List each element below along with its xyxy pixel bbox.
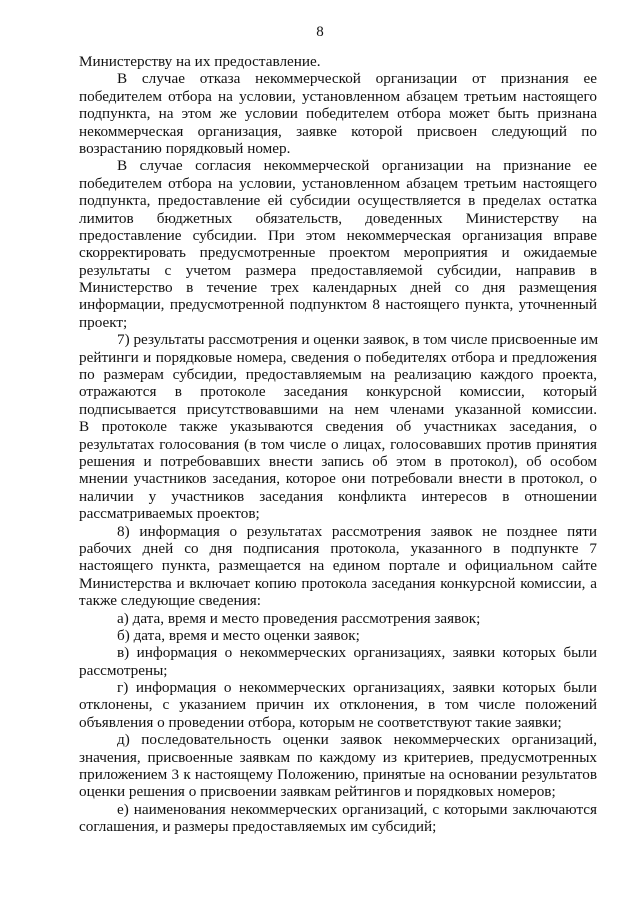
paragraph: [79, 53, 597, 70]
text-line: Министерству на их предоставление.: [79, 53, 321, 70]
text-line: настоящего пункта, размещается на едином портале и официальном сайте: [79, 557, 597, 575]
paragraph: [79, 157, 597, 331]
text-line: наличии у участников заседания конфликта интересов в отношении: [79, 487, 597, 505]
text-line: рассматриваемых проектов;: [79, 505, 260, 523]
text-line: В случае отказа некоммерческой организации от признания ее: [117, 70, 597, 88]
text-line: отражаются в протоколе заседания конкурсной комиссии, который: [79, 383, 597, 401]
text-line: также следующие сведения:: [79, 592, 261, 610]
paragraph: [79, 644, 597, 679]
paragraph: [79, 801, 597, 836]
paragraph: [79, 627, 597, 644]
paragraph: [79, 70, 597, 157]
text-line: проект;: [79, 313, 128, 331]
paragraph: [79, 731, 597, 801]
text-line: 7) результаты рассмотрения и оценки заявок, в том числе присвоенные им: [117, 331, 599, 349]
text-line: некоммерческая организация, заявке которой присвоен следующий по: [79, 122, 597, 140]
text-line: е) наименования некоммерческих организаций, с которыми заключаются: [117, 800, 597, 818]
text-line: скорректировать предусмотренные проектом мероприятия и ожидаемые: [79, 244, 597, 262]
document-body: [79, 53, 597, 836]
text-line: рабочих дней со дня подписания протокола, указанного в подпункте 7: [79, 539, 597, 557]
text-line: г) информация о некоммерческих организациях, заявки которых были: [117, 679, 597, 697]
paragraph: [79, 679, 597, 731]
text-line: Министерства и включает копию протокола заседания конкурсной комиссии, а: [79, 574, 597, 592]
page-number: 8: [316, 24, 324, 40]
text-line: возрастанию порядковый номер.: [79, 139, 291, 157]
text-line: по размерам субсидии, предоставляемым на реализацию каждого проекта,: [79, 366, 597, 384]
text-line: 8) информация о результатах рассмотрения заявок не позднее пяти: [117, 522, 597, 540]
text-line: Министерство в течение трех календарных дней со дня размещения: [79, 279, 597, 297]
text-line: подпункта, предоставление ей субсидии осуществляется в пределах остатка: [79, 192, 597, 210]
text-line: мнении участников заседания, которое они потребовали внести в протокол, о: [79, 470, 597, 488]
text-line: победителем отбора на условии, установленном абзацем третьим настоящего: [79, 174, 597, 192]
text-line: в) информация о некоммерческих организациях, заявки которых были: [117, 644, 597, 662]
text-line: решения и потребовавших внести запись об этом в протокол), об особом: [79, 452, 597, 470]
text-line: рейтинги и порядковые номера, сведения о победителях отбора и предложения: [79, 348, 597, 366]
text-line: а) дата, время и место проведения рассмотрения заявок;: [117, 609, 481, 627]
text-line: рассмотрены;: [79, 661, 168, 679]
text-line: подпункта, на этом же условии победителем отбора может быть признана: [79, 105, 597, 123]
text-line: д) последовательность оценки заявок некоммерческих организаций,: [117, 731, 597, 749]
text-line: победителем отбора на условии, установленном абзацем третьим настоящего: [79, 87, 597, 105]
text-line: отклонены, с указанием причин их отклонения, в том числе положений: [79, 696, 597, 714]
paragraph: [79, 523, 597, 610]
text-line: объявления о проведении отбора, которым не соответствуют такие заявки;: [79, 713, 562, 731]
text-line: подписывается присутствовавшими на нем членами указанной комиссии.: [79, 400, 597, 418]
text-line: лимитов бюджетных обязательств, доведенных Министерству на: [79, 209, 597, 227]
paragraph: [79, 610, 597, 627]
text-line: В случае согласия некоммерческой организации на признание ее: [117, 157, 597, 175]
text-line: оценки решения о присвоении заявкам рейтингов и порядковых номеров;: [79, 783, 556, 801]
text-line: б) дата, время и место оценки заявок;: [117, 626, 360, 644]
text-line: предоставление субсидии. При этом некоммерческая организация вправе: [79, 226, 597, 244]
text-line: значения, присвоенные заявкам по каждому из критериев, предусмотренных: [79, 748, 597, 766]
text-line: В протоколе также указываются сведения об участниках заседания, о: [79, 418, 597, 436]
text-line: результатах голосования (в том числе о лицах, голосовавших против принятия: [79, 435, 597, 453]
text-line: информации, предусмотренной подпунктом 8 настоящего пункта, уточненный: [79, 296, 597, 314]
text-line: результаты с учетом размера предоставляемой субсидии, направив в: [79, 261, 597, 279]
paragraph: [79, 331, 597, 522]
text-line: соглашения, и размеры предоставляемых им субсидий;: [79, 818, 437, 836]
text-line: приложением 3 к настоящему Положению, принятые на основании результатов: [79, 766, 597, 784]
